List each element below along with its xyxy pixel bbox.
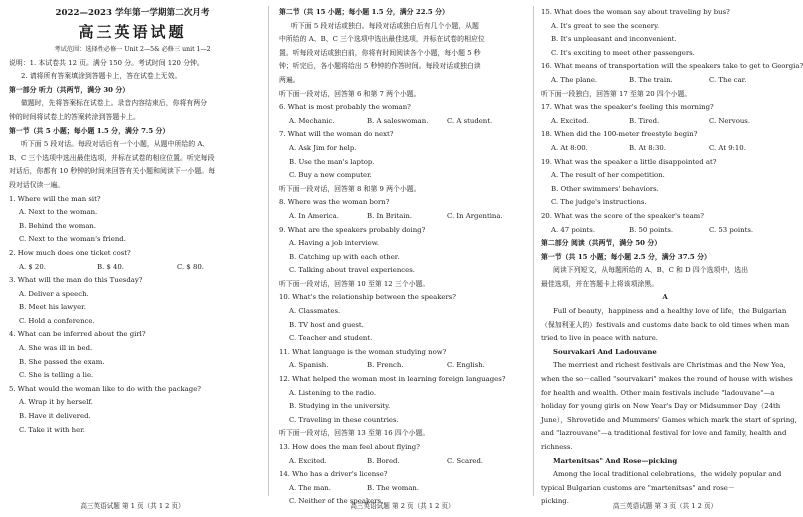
option-row [279,115,526,129]
passage-line: tried to live in peace with nature. [541,334,658,343]
answer-option: A. Having a job interview. [289,239,380,248]
answer-option: C. At 9:10. [709,143,746,152]
answer-option: C. It's exciting to meet other passengers. [551,48,695,57]
answer-option: A. Mechanic. [289,116,335,125]
question-stem: 3. What will the man do this Tuesday? [9,276,143,285]
answer-option: A. She was ill in bed. [19,344,93,353]
answer-option: A. Listening to the radio. [289,388,377,397]
section-heading: 第二部分 阅读（共两节，满分 50 分） [541,239,662,248]
answer-option: A. Deliver a speech. [19,289,89,298]
answer-option: C. Take it with her. [19,425,85,434]
answer-option: B. The woman. [367,483,420,492]
answer-option: B. 50 points. [629,225,674,234]
question-stem: 2. How much does one ticket cost? [9,248,131,257]
answer-option: C. Neither of the speakers. [289,497,384,506]
page-1-column [9,6,256,496]
answer-option: B. At 8:30. [629,143,666,152]
answer-option: C. English. [447,361,485,370]
answer-option: A. The man. [289,483,331,492]
answer-option: B. The train. [629,75,673,84]
answer-option: A. Classmates. [289,307,341,316]
listening-note: 听下面一段独白，回答第 17 至第 20 四个小题。 [541,89,692,98]
instruction-text: 最佳选项，并在答题卡上将该项涂黑。 [541,279,659,288]
answer-option: C. A student. [447,116,493,125]
question-stem: 18. When did the 100-meter freestyle begin? [541,130,698,139]
answer-option: B. French. [367,361,404,370]
answer-option: B. Catching up with each other. [289,252,400,261]
answer-option: B. TV host and guest. [289,320,364,329]
answer-option: B. $ 40. [97,262,124,271]
page-2-footer: 高三英语试题 第 2 页（共 1 2 页） [350,502,455,510]
answer-option: C. Scared. [447,456,484,465]
instruction-text: 听下面 5 段对话。每段对话后有一个小题，从题中所给的 A、 [21,140,210,149]
answer-option: C. $ 80. [177,262,204,271]
option-row [279,482,526,496]
answer-option: B. Meet his lawyer. [19,303,86,312]
question-stem: 6. What is most probably the woman? [279,103,411,112]
section-heading: 第二节（共 15 小题；每小题 1.5 分，满分 22.5 分） [279,8,449,16]
answer-option: B. Have it delivered. [19,412,91,421]
listening-note: 听下面一段对话，回答第 6 和第 7 两个小题。 [279,89,421,98]
answer-option: C. 53 points. [709,225,754,234]
answer-option: A. $ 20. [19,262,46,271]
answer-option: A. The result of her competition. [551,171,665,180]
question-stem: 12. What helped the woman most in learning foreign languages? [279,375,506,384]
question-stem: 1. Where will the man sit? [9,194,101,203]
instruction-text: 听下面 5 段对话或独白。每段对话或独白后有几个小题，从题 [291,21,479,30]
passage-line: June），Shrovetide and Mummers' Games which mark the start of spring, [541,415,797,424]
passage-line: （保加利亚人的）festivals and customs date back to old times when man [541,320,790,329]
answer-option: C. In Argentina. [447,211,503,220]
answer-option: B. Other swimmers' behaviors. [551,184,659,193]
option-row [541,74,789,88]
answer-option: A. The plane. [551,75,598,84]
answer-option: B. Behind the woman. [19,221,97,230]
answer-option: A. Ask Jim for help. [289,143,357,152]
question-stem: 14. Who has a driver's license? [279,470,388,479]
answer-option: C. Hold a conference. [19,316,95,325]
passage-line: holiday for young girls on New Year's Day or Midsummer Day（24th [541,402,781,411]
passage-line: Among the local traditional celebrations，the widely popular and [553,470,782,479]
answer-option: B. Bored. [367,456,400,465]
answer-option: B. It's unpleasant and inconvenient. [551,35,677,44]
passage-line: when the so－called "sourvakari" makes the round of house with wishes [541,375,793,384]
question-stem: 4. What can be inferred about the girl? [9,330,146,339]
instruction-text: 段对话仅读一遍。 [9,180,65,189]
option-row [541,115,789,129]
option-row [9,261,256,275]
answer-option: B. Use the man's laptop. [289,157,375,166]
instruction-text: 钟的时间将试卷上的答案转涂到答题卡上。 [9,112,140,121]
section-heading: 第一部分 听力（共两节，满分 30 分） [9,85,130,94]
instruction-text: 钟；听完后，各小题将给出 5 秒钟的作答时间。每段对话或独白读 [279,62,481,71]
answer-option: C. Talking about travel experiences. [289,266,415,275]
section-heading: 第一节（共 5 小题；每小题 1.5 分，满分 7.5 分） [9,126,170,135]
answer-option: A. 47 points. [551,225,596,234]
answer-option: C. Nervous. [709,116,751,125]
instruction-text: 阅读下列短文，从每题所给的 A、B、C 和 D 四个选项中，选出 [553,266,748,275]
page-3-footer: 高三英语试题 第 3 页（共 1 2 页） [612,502,718,510]
answer-option: C. The judge's instructions. [551,198,647,207]
exam-note: 2. 请将所有答案填涂到答题卡上，答在试卷上无效。 [21,72,182,81]
answer-option: B. Tired. [629,116,660,125]
answer-option: A. In America. [289,211,339,220]
instruction-text: 中所给的 A、B、C 三个选项中选出最佳选项，并标在试卷的相应位 [279,35,485,44]
exam-title: 高三英语试题 [78,23,187,41]
option-row [279,210,526,224]
passage-line: and "lazrouvane"—a traditional festival for love and family, health and [541,429,787,438]
option-row [279,455,526,469]
question-stem: 19. What was the speaker a little disappointed at? [541,157,717,166]
page-1-footer: 高三英语试题 第 1 页（共 1 2 页） [80,502,185,510]
answer-option: B. She passed the exam. [19,357,105,366]
section-heading: 第一节（共 15 小题；每小题 2.5 分，满分 37.5 分） [541,252,711,261]
question-stem: 8. Where was the woman born? [279,198,390,207]
listening-note: 听下面一段对话，回答第 8 和第 9 两个小题。 [279,184,421,193]
answer-option: A. Excited. [551,116,589,125]
option-row [541,142,789,156]
exam-header: 2022—2023 学年第一学期第二次月考 [55,8,210,18]
exam-scope: 考试范围：选择性必修一 Unit 2—5& 必修三 unit 1—2 [54,46,211,53]
passage-line: picking. [541,497,569,506]
answer-option: C. She is telling a lie. [19,371,94,380]
answer-option: C. Traveling in these countries. [289,415,399,424]
passage-line: for health and wealth. Other main festivals include "ladouvane"—a [541,388,775,397]
question-stem: 7. What will the woman do next? [279,130,394,139]
question-stem: 10. What's the relationship between the speakers? [279,293,456,302]
answer-option: A. Wrap it by herself. [19,398,93,407]
passage-line: typical Bulgarian customs are "martenitsas" and rose－ [541,483,735,492]
passage-line: The merriest and richest festivals are Christmas and the New Yea, [553,361,786,370]
instruction-text: 置。听每段对话或独白前，你将有时间阅读各个小题，每小题 5 秒 [279,48,481,57]
option-row [541,224,789,238]
exam-note: 说明：1. 本试卷共 12 页。满分 150 分。考试时间 120 分钟。 [9,58,204,67]
answer-option: C. Next to the woman's friend. [19,235,126,244]
answer-option: B. In Britain. [367,211,413,220]
answer-option: C. Buy a new computer. [289,171,372,180]
answer-option: B. Studying in the university. [289,402,391,411]
instruction-text: B、C 三个选项中选出最佳选项，并标在试卷的相应位置。听完每段 [9,153,215,162]
instruction-text: 两遍。 [279,75,300,84]
passage-label: A [662,293,668,302]
instruction-text: 对话后，你都有 10 秒钟的时间来回答有关小题和阅读下一小题。每 [9,167,216,176]
answer-option: B. A saleswoman. [367,116,429,125]
question-stem: 11. What language is the woman studying now? [279,347,447,356]
question-stem: 9. What are the speakers probably doing? [279,225,426,234]
column-divider [533,6,534,496]
passage-line: richness. [541,443,573,451]
question-stem: 13. How does the man feel about flying? [279,443,420,451]
answer-option: C. Teacher and student. [289,334,373,343]
passage-subheading: Martenitsas" And Rose—picking [553,456,678,465]
question-stem: 17. What was the speaker's feeling this morning? [541,103,714,112]
listening-note: 听下面一段对话，回答第 13 至第 16 四个小题。 [279,429,430,438]
answer-option: A. At 8:00. [551,143,588,152]
question-stem: 16. What means of transportation will the speakers take to get to Georgia? [541,62,803,71]
answer-option: A. Spanish. [289,361,329,370]
passage-subheading: Sourvakari And Ladouvane [553,347,657,356]
listening-note: 听下面一段对话，回答第 10 至第 12 三个小题。 [279,279,430,288]
question-stem: 5. What would the woman like to do with the package? [9,384,201,393]
instruction-text: 做题时，先将答案标在试卷上。录音内容结束后，你将有两分 [21,99,208,108]
answer-option: A. Excited. [289,456,327,465]
passage-line: Full of beauty，happiness and a healthy love of life，the Bulgarian [553,307,787,316]
question-stem: 20. What was the score of the speaker's team? [541,211,704,220]
question-stem: 15. What does the woman say about traveling by bus? [541,8,730,16]
answer-option: A. Next to the woman. [19,208,98,217]
answer-option: A. It's great to see the scenery. [551,21,660,30]
column-divider [268,6,269,496]
option-row [279,359,526,373]
answer-option: C. The car. [709,75,747,84]
